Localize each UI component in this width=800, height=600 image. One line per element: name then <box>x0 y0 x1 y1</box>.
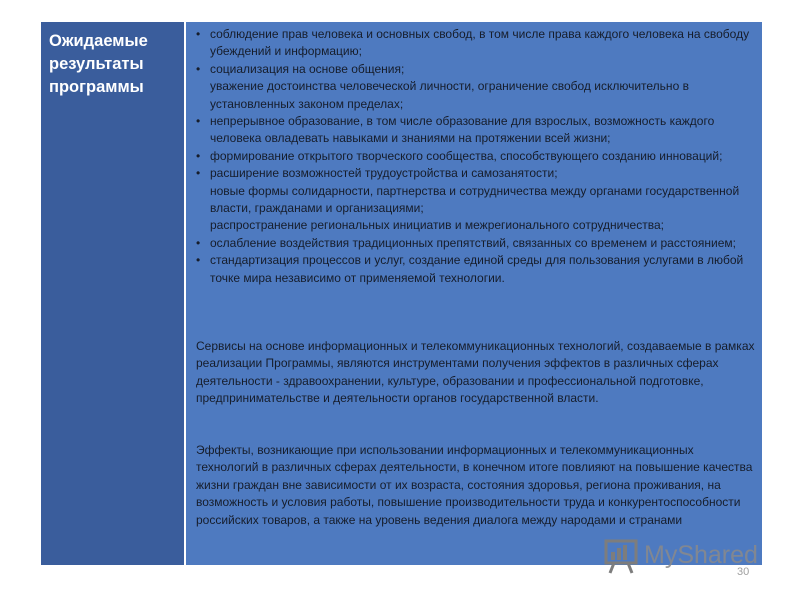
table-header-cell <box>41 22 186 565</box>
section-title: Ожидаемые результаты программы <box>49 32 148 96</box>
list-item: • расширение возможностей трудоустройства и самозанятости; <box>196 165 758 182</box>
services-paragraph: Сервисы на основе информационных и телекоммуникационных технологий, создаваемые в рамках реализации Программы, являются инструментами получения эффектов в различных сферах деятельности - здравоохранении, культуре, образовании и профессиональной подготовке, предпринимательстве и деятельности органов государственной власти. <box>196 339 755 406</box>
table-content-cell <box>188 22 762 565</box>
page-number: 30 <box>737 566 750 578</box>
effects-paragraph: Эффекты, возникающие при использовании информационных и телекоммуникационных технологий в различных сферах деятельности, в конечном итоге повлияют на повышение качества жизни граждан вне зависимости от их возраста, состояния здоровья, региона проживания, на возможность и условия работы, повышение производительности труда и конкурентоспособности российских товаров, а также на уровень ведения диалога между народами и странами <box>196 443 753 527</box>
list-item: • непрерывное образование, в том числе образование для взрослых, возможность каждого человека овладевать навыками и знаниями на протяжении всей жизни; <box>196 113 758 148</box>
list-item: • социализация на основе общения; <box>196 61 758 78</box>
list-item: новые формы солидарности, партнерства и сотрудничества между органами государственной власти, гражданами и организациями; <box>210 183 740 216</box>
content-table <box>41 22 762 565</box>
list-item: уважение достоинства человеческой личности, ограничение свобод исключительно в установленных законом пределах; <box>210 79 689 111</box>
list-item: распространение региональных инициатив и межрегионального сотрудничества; <box>210 218 664 233</box>
results-list <box>196 26 758 287</box>
list-item: • формирование открытого творческого сообщества, способствующего созданию инноваций; <box>196 148 758 165</box>
watermark-text: MyShared <box>644 541 758 569</box>
list-item: • стандартизация процессов и услуг, создание единой среды для пользования услугами в любой точке мира независимо от применяемой технологии. <box>196 252 758 287</box>
list-item: • ослабление воздействия традиционных препятствий, связанных со временем и расстоянием; <box>196 235 758 252</box>
presentation-board-icon <box>604 538 638 574</box>
list-item: • соблюдение прав человека и основных свобод, в том числе права каждого человека на свободу убеждений и информацию; <box>196 26 758 61</box>
